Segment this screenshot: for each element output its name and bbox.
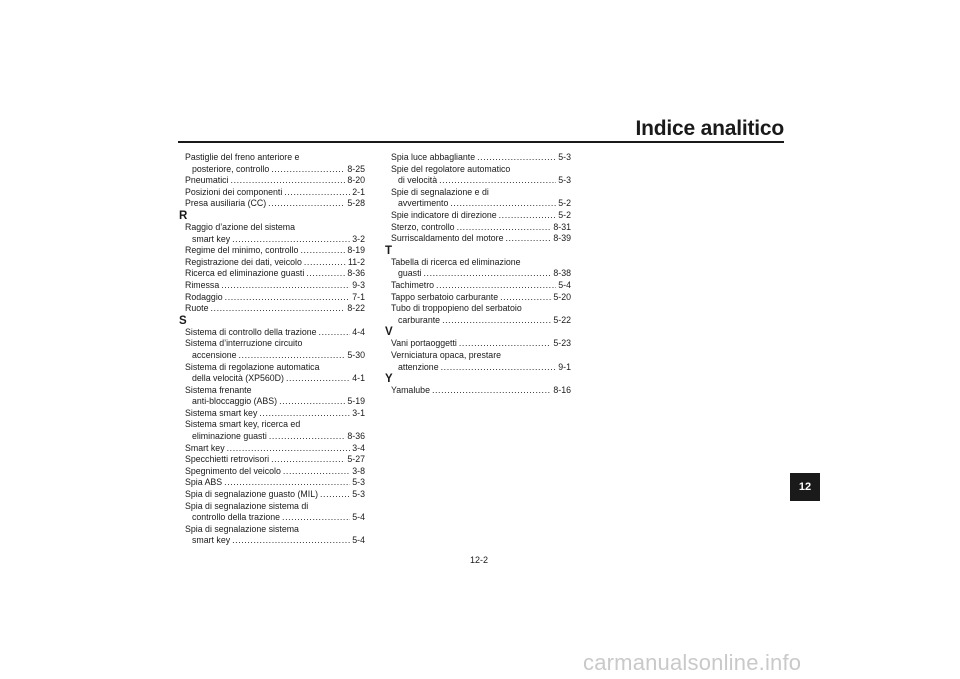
index-entry-page: 5-19: [347, 396, 365, 407]
index-entry-text: Tabella di ricerca ed eliminazione: [391, 256, 521, 267]
index-entry-text: Tachimetro: [391, 279, 435, 290]
dot-leader: [441, 362, 557, 374]
index-entry: [185, 268, 365, 280]
index-entry: [391, 303, 571, 326]
index-letter-heading: S: [179, 314, 187, 327]
index-entry-page: 9-3: [352, 279, 365, 290]
dot-leader: [442, 315, 551, 327]
index-entry-line: [185, 419, 365, 431]
index-entry-line: [391, 152, 571, 164]
index-entry: [185, 454, 365, 466]
index-entry-text: eliminazione guasti: [192, 431, 267, 442]
index-entry-line: [185, 501, 365, 513]
index-entry-text: Verniciatura opaca, prestare: [391, 349, 502, 360]
index-entry-page: 8-22: [347, 303, 365, 314]
index-entry-page: 5-4: [558, 279, 571, 290]
dot-leader: [477, 152, 556, 164]
index-entry: [185, 501, 365, 524]
index-entry: [185, 292, 365, 304]
index-entry-text: posteriore, controllo: [192, 163, 270, 174]
index-entry: [185, 257, 365, 269]
index-entry: [185, 303, 365, 315]
dot-leader: [306, 268, 345, 280]
index-entry-text: Spie indicatore di direzione: [391, 209, 497, 220]
index-entry-text: Spia luce abbagliante: [391, 152, 476, 162]
index-entry: [185, 280, 365, 292]
index-entry-page: 3-2: [352, 233, 365, 244]
index-entry: [185, 222, 365, 245]
index-column-left: [179, 152, 365, 547]
dot-leader: [231, 175, 346, 187]
dot-leader: [268, 198, 345, 210]
index-entry-text: Pneumatici: [185, 175, 229, 186]
index-entry-text: Surriscaldamento del motore: [391, 233, 504, 244]
index-entry-text: Smart key: [185, 442, 225, 453]
index-entry: [185, 245, 365, 257]
index-entry-text: di velocità: [398, 175, 438, 186]
dot-leader: [304, 257, 346, 269]
index-entry-line: [391, 280, 571, 292]
dot-leader: [224, 477, 350, 489]
index-entry-line: [185, 234, 365, 246]
index-entry: [185, 187, 365, 199]
dot-leader: [505, 233, 551, 245]
index-entry-text: Rimessa: [185, 279, 220, 290]
index-entry-page: 3-8: [352, 465, 365, 476]
index-entry: [391, 292, 571, 304]
index-entry-line: [391, 233, 571, 245]
index-entry-text: Ruote: [185, 303, 209, 314]
dot-leader: [300, 245, 345, 257]
index-letter-heading: T: [385, 244, 393, 257]
index-entry-line: [185, 431, 365, 443]
index-entry-text: Sistema di controllo della trazione: [185, 326, 317, 337]
index-entry-page: 7-1: [352, 291, 365, 302]
index-entry-text: Spia di segnalazione sistema: [185, 523, 299, 534]
index-entry-text: Yamalube: [391, 385, 430, 396]
index-entry-text: Posizioni dei componenti: [185, 186, 283, 197]
dot-leader: [232, 535, 350, 547]
index-entry: [391, 257, 571, 280]
index-entry-page: 4-1: [352, 373, 365, 384]
index-entry-page: 8-36: [347, 431, 365, 442]
index-entry-text: smart key: [192, 233, 231, 244]
index-entry-page: 8-31: [553, 221, 571, 232]
index-entry-text: Sistema smart key, ricerca ed: [185, 419, 301, 430]
index-entry-line: [185, 466, 365, 478]
index-entry-page: 5-23: [553, 338, 571, 349]
index-entry-text: Sistema d’interruzione circuito: [185, 338, 303, 349]
index-entry-page: 8-25: [347, 163, 365, 174]
index-entry-text: Spegnimento del veicolo: [185, 465, 281, 476]
index-entry-line: [185, 187, 365, 199]
index-entry-page: 5-4: [352, 512, 365, 523]
page-title: Indice analitico: [635, 117, 784, 140]
dot-leader: [271, 454, 345, 466]
index-letter-heading: Y: [385, 373, 393, 386]
index-entry-page: 8-38: [553, 268, 571, 279]
dot-leader: [450, 198, 556, 210]
index-entry-line: [185, 303, 365, 315]
index-entry-line: [185, 512, 365, 524]
index-entry: [391, 152, 571, 164]
dot-leader: [457, 222, 552, 234]
index-entry-text: Regime del minimo, controllo: [185, 245, 299, 256]
index-entry-line: [185, 327, 365, 339]
index-entry-page: 5-2: [558, 209, 571, 220]
index-entry-text: Vani portaoggetti: [391, 338, 457, 349]
dot-leader: [436, 280, 556, 292]
index-entry-page: 5-3: [352, 489, 365, 500]
index-entry-line: [185, 257, 365, 269]
dot-leader: [225, 292, 351, 304]
index-entry-text: Spie del regolatore automatico: [391, 163, 511, 174]
index-entry-line: [391, 222, 571, 234]
index-entry: [391, 164, 571, 187]
page-number: 12-2: [470, 555, 489, 565]
index-entry: [391, 187, 571, 210]
dot-leader: [284, 187, 350, 199]
index-entry-text: Sistema di regolazione automatica: [185, 361, 320, 372]
title-rule: [178, 141, 784, 143]
index-entry-text: controllo della trazione: [192, 512, 281, 523]
index-entry-line: [185, 535, 365, 547]
index-entry: [185, 362, 365, 385]
index-entry-line: [391, 385, 571, 397]
index-entry-line: [185, 408, 365, 420]
dot-leader: [500, 292, 551, 304]
index-entry-line: [391, 210, 571, 222]
index-entry: [185, 443, 365, 455]
index-entry-page: 5-4: [352, 535, 365, 546]
index-entry-page: 11-2: [348, 256, 365, 267]
dot-leader: [319, 327, 351, 339]
index-entry-page: 9-1: [558, 361, 571, 372]
index-entry-line: [185, 385, 365, 397]
dot-leader: [232, 234, 350, 246]
index-entry-text: Tubo di troppopieno del serbatoio: [391, 303, 522, 314]
index-entry-line: [185, 477, 365, 489]
index-entry-line: [185, 152, 365, 164]
index-entry-line: [185, 350, 365, 362]
index-entry: [391, 385, 571, 397]
index-entry: [185, 466, 365, 478]
index-entry-line: [391, 257, 571, 269]
index-entry-text: Spia ABS: [185, 477, 223, 488]
index-entry-page: 5-30: [347, 349, 365, 360]
index-entry: [185, 175, 365, 187]
dot-leader: [283, 466, 350, 478]
dot-leader: [227, 443, 351, 455]
index-entry-line: [185, 338, 365, 350]
index-entry-line: [185, 362, 365, 374]
dot-leader: [259, 408, 350, 420]
index-column-right: [385, 152, 571, 397]
index-entry-page: 3-4: [352, 442, 365, 453]
index-entry-line: [391, 350, 571, 362]
dot-leader: [282, 512, 350, 524]
index-entry-text: attenzione: [398, 361, 439, 372]
index-entry-text: Tappo serbatoio carburante: [391, 291, 499, 302]
watermark: carmanualsonline.info: [583, 650, 802, 675]
index-entry-page: 8-20: [347, 175, 365, 186]
index-entry-line: [391, 175, 571, 187]
index-entry-text: Spie di segnalazione e di: [391, 186, 489, 197]
index-entry: [185, 385, 365, 408]
index-entry: [185, 524, 365, 547]
dot-leader: [499, 210, 557, 222]
index-entry-text: Presa ausiliaria (CC): [185, 198, 267, 209]
index-entry-page: 5-2: [558, 198, 571, 209]
index-entry-text: Spia di segnalazione guasto (MIL): [185, 489, 319, 500]
index-entry-text: avvertimento: [398, 198, 449, 209]
index-entry-page: 5-3: [558, 152, 571, 162]
index-entry-line: [391, 362, 571, 374]
index-entry-line: [391, 268, 571, 280]
index-entry-line: [185, 454, 365, 466]
dot-leader: [286, 373, 350, 385]
dot-leader: [432, 385, 551, 397]
index-entry: [391, 210, 571, 222]
index-entry-text: guasti: [398, 268, 422, 279]
index-entry: [391, 280, 571, 292]
index-entry-page: 4-4: [352, 326, 365, 337]
index-entry-text: Sistema frenante: [185, 384, 252, 395]
index-entry-text: Registrazione dei dati, veicolo: [185, 256, 302, 267]
dot-leader: [271, 164, 345, 176]
index-entry-page: 5-3: [352, 477, 365, 488]
index-entry-text: accensione: [192, 349, 237, 360]
index-entry-text: Ricerca ed eliminazione guasti: [185, 268, 305, 279]
dot-leader: [459, 338, 552, 350]
index-entry-line: [391, 198, 571, 210]
index-entry-line: [185, 198, 365, 210]
dot-leader: [210, 303, 345, 315]
index-entry-page: 5-3: [558, 175, 571, 186]
index-entry-text: Sistema smart key: [185, 407, 258, 418]
index-entry-text: Raggio d’azione del sistema: [185, 221, 296, 232]
index-entry: [391, 222, 571, 234]
index-entry-line: [185, 292, 365, 304]
index-entry: [185, 338, 365, 361]
index-entry-page: 5-27: [347, 454, 365, 465]
index-entry-text: Rodaggio: [185, 291, 223, 302]
index-entry: [391, 338, 571, 350]
index-entry-line: [391, 338, 571, 350]
dot-leader: [423, 268, 551, 280]
index-entry: [391, 233, 571, 245]
index-entry: [185, 152, 365, 175]
chapter-tab: 12: [790, 473, 820, 501]
index-entry-page: 2-1: [352, 186, 365, 197]
index-entry-line: [185, 373, 365, 385]
index-entry-text: Pastiglie del freno anteriore e: [185, 152, 300, 162]
index-entry-text: Specchietti retrovisori: [185, 454, 270, 465]
index-entry-text: smart key: [192, 535, 231, 546]
index-entry: [185, 419, 365, 442]
index-entry-page: 8-36: [347, 268, 365, 279]
dot-leader: [239, 350, 346, 362]
index-letter-heading: V: [385, 326, 393, 339]
index-letter-heading: R: [179, 209, 188, 222]
index-entry: [185, 198, 365, 210]
index-entry-line: [185, 164, 365, 176]
index-entry-line: [391, 292, 571, 304]
index-entry-text: carburante: [398, 314, 441, 325]
index-entry-line: [391, 303, 571, 315]
index-entry-line: [391, 164, 571, 176]
dot-leader: [269, 431, 346, 443]
index-entry-line: [185, 222, 365, 234]
index-entry-page: 5-22: [553, 314, 571, 325]
index-entry-line: [391, 315, 571, 327]
dot-leader: [320, 489, 350, 501]
index-entry: [185, 327, 365, 339]
index-entry-line: [185, 245, 365, 257]
index-entry-text: della velocità (XP560D): [192, 373, 284, 384]
dot-leader: [279, 396, 345, 408]
dot-leader: [221, 280, 350, 292]
index-entry-line: [391, 187, 571, 199]
index-entry-line: [185, 443, 365, 455]
index-entry-line: [185, 489, 365, 501]
index-entry: [185, 477, 365, 489]
index-entry-text: anti-bloccaggio (ABS): [192, 396, 278, 407]
index-entry-line: [185, 524, 365, 536]
index-entry-page: 5-20: [553, 291, 571, 302]
index-entry-page: 5-28: [347, 198, 365, 209]
index-entry-line: [185, 175, 365, 187]
dot-leader: [439, 175, 556, 187]
index-entry-page: 8-19: [347, 245, 365, 256]
index-entry-page: 3-1: [352, 407, 365, 418]
index-entry-page: 8-16: [553, 385, 571, 396]
index-entry: [185, 408, 365, 420]
index-entry-text: Spia di segnalazione sistema di: [185, 500, 309, 511]
index-entry-text: Sterzo, controllo: [391, 221, 455, 232]
index-entry-line: [185, 268, 365, 280]
index-entry-line: [185, 396, 365, 408]
index-entry: [391, 350, 571, 373]
index-entry-line: [185, 280, 365, 292]
index-entry-page: 8-39: [553, 233, 571, 244]
index-entry: [185, 489, 365, 501]
